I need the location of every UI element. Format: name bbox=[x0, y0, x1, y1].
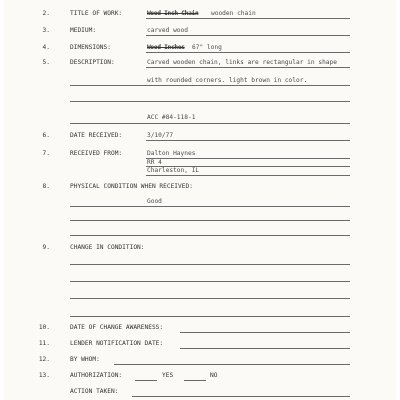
medium-line bbox=[146, 35, 350, 36]
dimensions-line bbox=[146, 52, 350, 53]
received-from-line-1 bbox=[146, 158, 350, 159]
change-rule-1 bbox=[70, 264, 350, 265]
item-5-number: 5. bbox=[42, 59, 50, 66]
by-whom-label: BY WHOM: bbox=[70, 356, 100, 363]
dimensions-label: DIMENSIONS: bbox=[70, 44, 111, 51]
physical-condition-label: PHYSICAL CONDITION WHEN RECEIVED: bbox=[70, 183, 193, 190]
title-of-work-line bbox=[146, 18, 350, 19]
title-of-work-label: TITLE OF WORK: bbox=[70, 10, 123, 17]
received-from-line-3 bbox=[146, 175, 350, 176]
description-rule-3 bbox=[70, 101, 350, 102]
item-4-number: 4. bbox=[42, 44, 50, 51]
change-in-condition-label: CHANGE IN CONDITION: bbox=[70, 244, 145, 251]
change-awareness-label: DATE OF CHANGE AWARENESS: bbox=[70, 324, 164, 331]
description-rule-2 bbox=[70, 85, 350, 86]
date-received-value: 3/10/77 bbox=[147, 132, 174, 139]
lender-notification-line bbox=[180, 348, 350, 349]
description-line-1: Carved wooden chain, links are rectangular in shape bbox=[147, 59, 337, 66]
date-received-line bbox=[146, 140, 350, 141]
item-3-number: 3. bbox=[42, 27, 50, 34]
item-8-number: 8. bbox=[42, 183, 50, 190]
item-11-number: 11. bbox=[38, 340, 50, 347]
item-2-number: 2. bbox=[42, 10, 50, 17]
change-rule-2 bbox=[70, 281, 350, 282]
lender-notification-label: LENDER NOTIFICATION DATE: bbox=[70, 340, 164, 347]
accession-number: ACC #84-118-1 bbox=[147, 114, 196, 121]
change-rule-3 bbox=[70, 298, 350, 299]
received-from-label: RECEIVED FROM: bbox=[70, 150, 123, 157]
dimensions-struck-text: Wood Inches bbox=[147, 44, 185, 51]
authorization-no-blank bbox=[184, 380, 206, 381]
title-of-work-value: wooden chain bbox=[211, 10, 256, 17]
authorization-yes-blank bbox=[135, 380, 157, 381]
physical-condition-value: Good bbox=[147, 198, 162, 205]
description-rule-4 bbox=[70, 123, 350, 124]
action-taken-line bbox=[132, 396, 350, 397]
description-rule-1 bbox=[146, 67, 350, 68]
received-from-city: Charleston, IL bbox=[147, 167, 200, 174]
condition-rule-3 bbox=[70, 235, 350, 236]
medium-value: carved wood bbox=[147, 27, 188, 34]
item-12-number: 12. bbox=[38, 356, 50, 363]
item-6-number: 6. bbox=[42, 132, 50, 139]
title-struck-text: Wood Inch Chain bbox=[147, 10, 199, 17]
change-awareness-line bbox=[180, 332, 350, 333]
authorization-label: AUTHORIZATION: bbox=[70, 372, 123, 379]
item-9-number: 9. bbox=[42, 244, 50, 251]
medium-label: MEDIUM: bbox=[70, 27, 97, 34]
by-whom-line bbox=[114, 364, 350, 365]
action-taken-label: ACTION TAKEN: bbox=[70, 388, 119, 395]
authorization-yes-label: YES bbox=[162, 372, 174, 379]
change-rule-4 bbox=[70, 316, 350, 317]
item-7-number: 7. bbox=[42, 150, 50, 157]
authorization-no-label: NO bbox=[210, 372, 218, 379]
description-label: DESCRIPTION: bbox=[70, 59, 115, 66]
dimensions-value: 67" long bbox=[192, 44, 222, 51]
received-from-route: RR 4 bbox=[147, 159, 162, 166]
item-10-number: 10. bbox=[38, 324, 50, 331]
item-13-number: 13. bbox=[38, 372, 50, 379]
date-received-label: DATE RECEIVED: bbox=[70, 132, 123, 139]
condition-rule-1 bbox=[70, 206, 350, 207]
form-page bbox=[4, 0, 396, 400]
received-from-name: Dalton Haynes bbox=[147, 150, 196, 157]
condition-rule-2 bbox=[70, 220, 350, 221]
description-line-2: with rounded corners. light brown in color. bbox=[147, 77, 308, 84]
